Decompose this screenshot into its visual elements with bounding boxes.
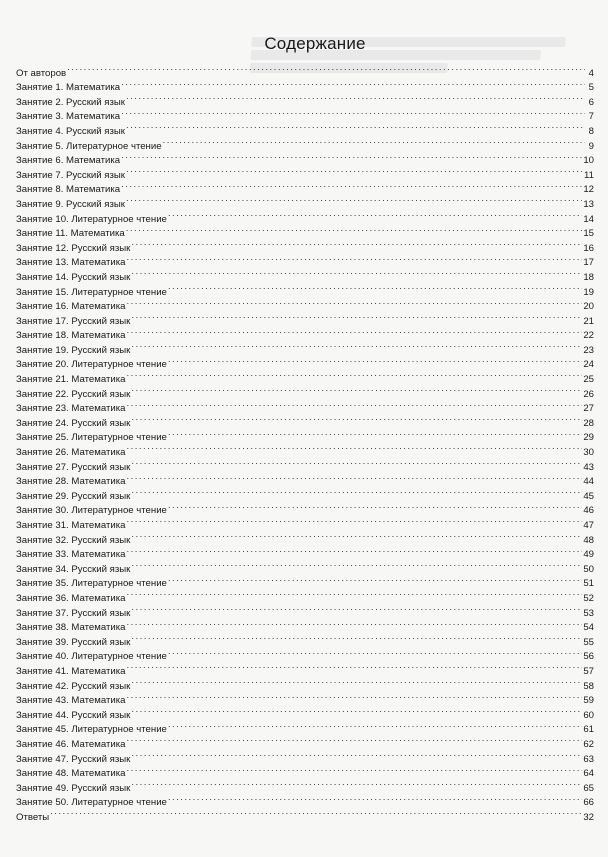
toc-entry-title: Занятие 49. Русский язык (16, 782, 131, 794)
toc-entry-title: Занятие 12. Русский язык (16, 242, 131, 254)
dot-leader (50, 805, 582, 820)
dot-leader (126, 163, 583, 178)
toc-entry[interactable] (16, 61, 594, 79)
dot-leader (126, 586, 582, 601)
toc-entry-title: Занятие 9. Русский язык (16, 198, 125, 210)
toc-entry-page-number: 45 (583, 490, 594, 502)
toc-entry-title: Занятие 24. Русский язык (16, 417, 131, 429)
toc-entry-page-number: 51 (583, 578, 594, 590)
toc-entry-title: Занятие 38. Математика (16, 622, 126, 634)
toc-entry-page-number: 56 (583, 651, 594, 663)
toc-entry-title: Занятие 28. Математика (16, 476, 126, 488)
toc-entry-page-number: 9 (588, 140, 594, 152)
toc-entry-page-number: 58 (583, 680, 594, 692)
dot-leader (121, 105, 585, 120)
dot-leader (168, 280, 582, 295)
dot-leader (168, 645, 582, 660)
dot-leader (131, 455, 582, 470)
toc-entry-page-number: 48 (583, 534, 594, 546)
page-title: Содержание (264, 34, 366, 53)
toc-entry-title: Занятие 39. Русский язык (16, 636, 131, 648)
toc-entry-page-number: 52 (583, 592, 594, 604)
toc-entry-page-number: 46 (583, 505, 594, 517)
toc-entry-title: Занятие 5. Литературное чтение (16, 140, 162, 152)
toc-entry-title: Занятие 10. Литературное чтение (16, 213, 167, 225)
toc-entry[interactable] (16, 76, 594, 94)
dot-leader (168, 207, 582, 222)
toc-entry-page-number: 25 (583, 374, 594, 386)
toc-entry-title: Занятие 15. Литературное чтение (16, 286, 167, 298)
toc-entry-title: Занятие 48. Математика (16, 768, 126, 780)
toc-entry-title: Занятие 22. Русский язык (16, 388, 131, 400)
toc-entry-page-number: 12 (583, 184, 594, 196)
toc-entry-title: Занятие 6. Математика (16, 155, 121, 167)
dot-leader (126, 732, 582, 747)
toc-entry-page-number: 10 (583, 155, 594, 167)
toc-entry-page-number: 21 (583, 315, 594, 327)
toc-entry-page-number: 6 (588, 96, 594, 108)
toc-entry-page-number: 66 (583, 797, 594, 809)
toc-entry-page-number: 18 (583, 271, 594, 283)
toc-entry-title: Занятие 43. Математика (16, 695, 126, 707)
dot-leader (67, 61, 585, 76)
toc-entry-page-number: 5 (588, 82, 594, 94)
dot-leader (168, 791, 582, 806)
toc-entry-title: Занятие 50. Литературное чтение (16, 797, 167, 809)
dot-leader (163, 134, 585, 149)
toc-entry-page-number: 65 (583, 782, 594, 794)
dot-leader (126, 470, 582, 485)
toc-entry-page-number: 28 (583, 417, 594, 429)
toc-entry-title: Занятие 21. Математика (16, 374, 126, 386)
dot-leader (126, 440, 582, 455)
dot-leader (131, 528, 582, 543)
toc-entry-page-number: 53 (583, 607, 594, 619)
dot-leader (126, 543, 582, 558)
toc-entry-title: Занятие 32. Русский язык (16, 534, 131, 546)
dot-leader (126, 397, 582, 412)
toc-entry-title: Занятие 35. Литературное чтение (16, 578, 167, 590)
toc-entry-title: Занятие 3. Математика (16, 111, 121, 123)
dot-leader (126, 119, 585, 134)
dot-leader (131, 265, 582, 280)
toc-entry-title: Занятие 16. Математика (16, 301, 126, 313)
toc-entry-title: Занятие 45. Литературное чтение (16, 724, 167, 736)
dot-leader (126, 90, 585, 105)
toc-entry-title: Занятие 46. Математика (16, 738, 126, 750)
toc-entry-title: Занятие 1. Математика (16, 82, 121, 94)
toc-entry-page-number: 11 (584, 169, 594, 181)
dot-leader (121, 76, 585, 91)
dot-leader (168, 426, 582, 441)
toc-entry-page-number: 27 (583, 403, 594, 415)
toc-entry-page-number: 55 (583, 636, 594, 648)
toc-entry-title: Занятие 11. Математика (16, 228, 125, 240)
toc-entry-title: Занятие 17. Русский язык (16, 315, 131, 327)
toc-entry-page-number: 44 (583, 476, 594, 488)
toc-entry-page-number: 13 (583, 198, 594, 210)
toc-entry-title: Занятие 33. Математика (16, 549, 126, 561)
toc-entry-page-number: 8 (588, 125, 594, 137)
dot-leader (126, 192, 582, 207)
toc-entry-page-number: 16 (583, 242, 594, 254)
toc-entry-title: Занятие 40. Литературное чтение (16, 651, 167, 663)
toc-entry-title: Занятие 19. Русский язык (16, 344, 131, 356)
dot-leader (126, 367, 582, 382)
toc-entry-title: Занятие 8. Математика (16, 184, 121, 196)
toc-entry-page-number: 61 (583, 724, 594, 736)
dot-leader (168, 353, 582, 368)
dot-leader (126, 324, 582, 339)
toc-entry-title: Занятие 26. Математика (16, 447, 126, 459)
dot-leader (131, 484, 582, 499)
toc-entry-title: Ответы (16, 811, 50, 823)
dot-leader (126, 659, 582, 674)
dot-leader (131, 776, 582, 791)
toc-entry-page-number: 49 (583, 549, 594, 561)
dot-leader (121, 149, 582, 164)
dot-leader (126, 616, 582, 631)
toc-entry-title: Занятие 14. Русский язык (16, 271, 131, 283)
toc-entry-page-number: 4 (588, 67, 594, 79)
toc-entry-page-number: 30 (583, 447, 594, 459)
dot-leader (131, 601, 582, 616)
toc-entry-page-number: 20 (583, 301, 594, 313)
toc-entry-page-number: 47 (583, 520, 594, 531)
toc-entry-title: Занятие 37. Русский язык (16, 607, 131, 619)
dot-leader (126, 762, 582, 777)
toc-entry-page-number: 17 (583, 257, 594, 269)
toc-entry-title: Занятие 47. Русский язык (16, 753, 131, 765)
dot-leader (121, 178, 582, 193)
toc-entry-page-number: 29 (583, 432, 594, 444)
toc-entry-page-number: 54 (583, 622, 594, 634)
dot-leader (168, 572, 582, 587)
toc-entry-page-number: 14 (583, 213, 594, 225)
toc-entry-title: Занятие 41. Математика (16, 665, 126, 677)
toc-entry-page-number: 19 (583, 286, 594, 298)
toc-entry-page-number: 15 (583, 228, 594, 240)
toc-entry-page-number: 43 (583, 461, 594, 473)
toc-entry-page-number: 22 (583, 330, 594, 342)
toc-entry-title: Занятие 31. Математика (16, 520, 126, 531)
toc-entry-page-number: 23 (583, 344, 594, 356)
dot-leader (126, 251, 582, 266)
toc-entry-title: Занятие 34. Русский язык (16, 563, 131, 575)
toc-entry-title: Занятие 30. Литературное чтение (16, 505, 167, 517)
toc-entry-page-number: 32 (583, 811, 594, 823)
toc-entry-page-number: 26 (583, 388, 594, 400)
toc-entry-title: Занятие 18. Математика (16, 330, 126, 342)
toc-entry-title: Занятие 13. Математика (16, 257, 126, 269)
dot-leader (131, 411, 582, 426)
dot-leader (131, 747, 582, 762)
toc-entry-page-number: 62 (583, 738, 594, 750)
toc-entry-title: Занятие 4. Русский язык (16, 125, 125, 137)
toc-entry-page-number: 57 (583, 665, 594, 677)
toc-entry-title: Занятие 23. Математика (16, 403, 126, 415)
toc-entry-title: От авторов (16, 67, 67, 79)
dot-leader (131, 236, 582, 251)
dot-leader (126, 513, 582, 528)
dot-leader (168, 499, 582, 514)
toc-entry-title: Занятие 25. Литературное чтение (16, 432, 167, 444)
toc-entry[interactable] (16, 805, 594, 823)
toc-entry-title: Занятие 27. Русский язык (16, 461, 131, 473)
table-of-contents (16, 61, 594, 823)
toc-entry-title: Занятие 36. Математика (16, 592, 126, 604)
toc-entry-page-number: 64 (583, 768, 594, 780)
toc-entry-title: Занятие 2. Русский язык (16, 96, 125, 108)
dot-leader (131, 557, 582, 572)
toc-entry-title: Занятие 7. Русский язык (16, 169, 125, 181)
toc-entry-page-number: 24 (583, 359, 594, 371)
toc-entry-page-number: 7 (588, 111, 594, 123)
dot-leader (126, 222, 583, 237)
dot-leader (131, 338, 582, 353)
toc-entry-page-number: 59 (583, 695, 594, 707)
dot-leader (168, 718, 582, 733)
dot-leader (131, 674, 582, 689)
toc-entry-page-number: 63 (583, 753, 594, 765)
toc-entry-title: Занятие 44. Русский язык (16, 709, 131, 721)
toc-entry-title: Занятие 20. Литературное чтение (16, 359, 167, 371)
toc-entry-page-number: 50 (583, 563, 594, 575)
dot-leader (126, 295, 582, 310)
dot-leader (131, 703, 582, 718)
dot-leader (126, 689, 582, 704)
toc-entry-title: Занятие 29. Русский язык (16, 490, 131, 502)
toc-entry-title: Занятие 42. Русский язык (16, 680, 131, 692)
dot-leader (131, 309, 582, 324)
dot-leader (131, 382, 582, 397)
dot-leader (131, 630, 582, 645)
toc-entry-page-number: 60 (583, 709, 594, 721)
